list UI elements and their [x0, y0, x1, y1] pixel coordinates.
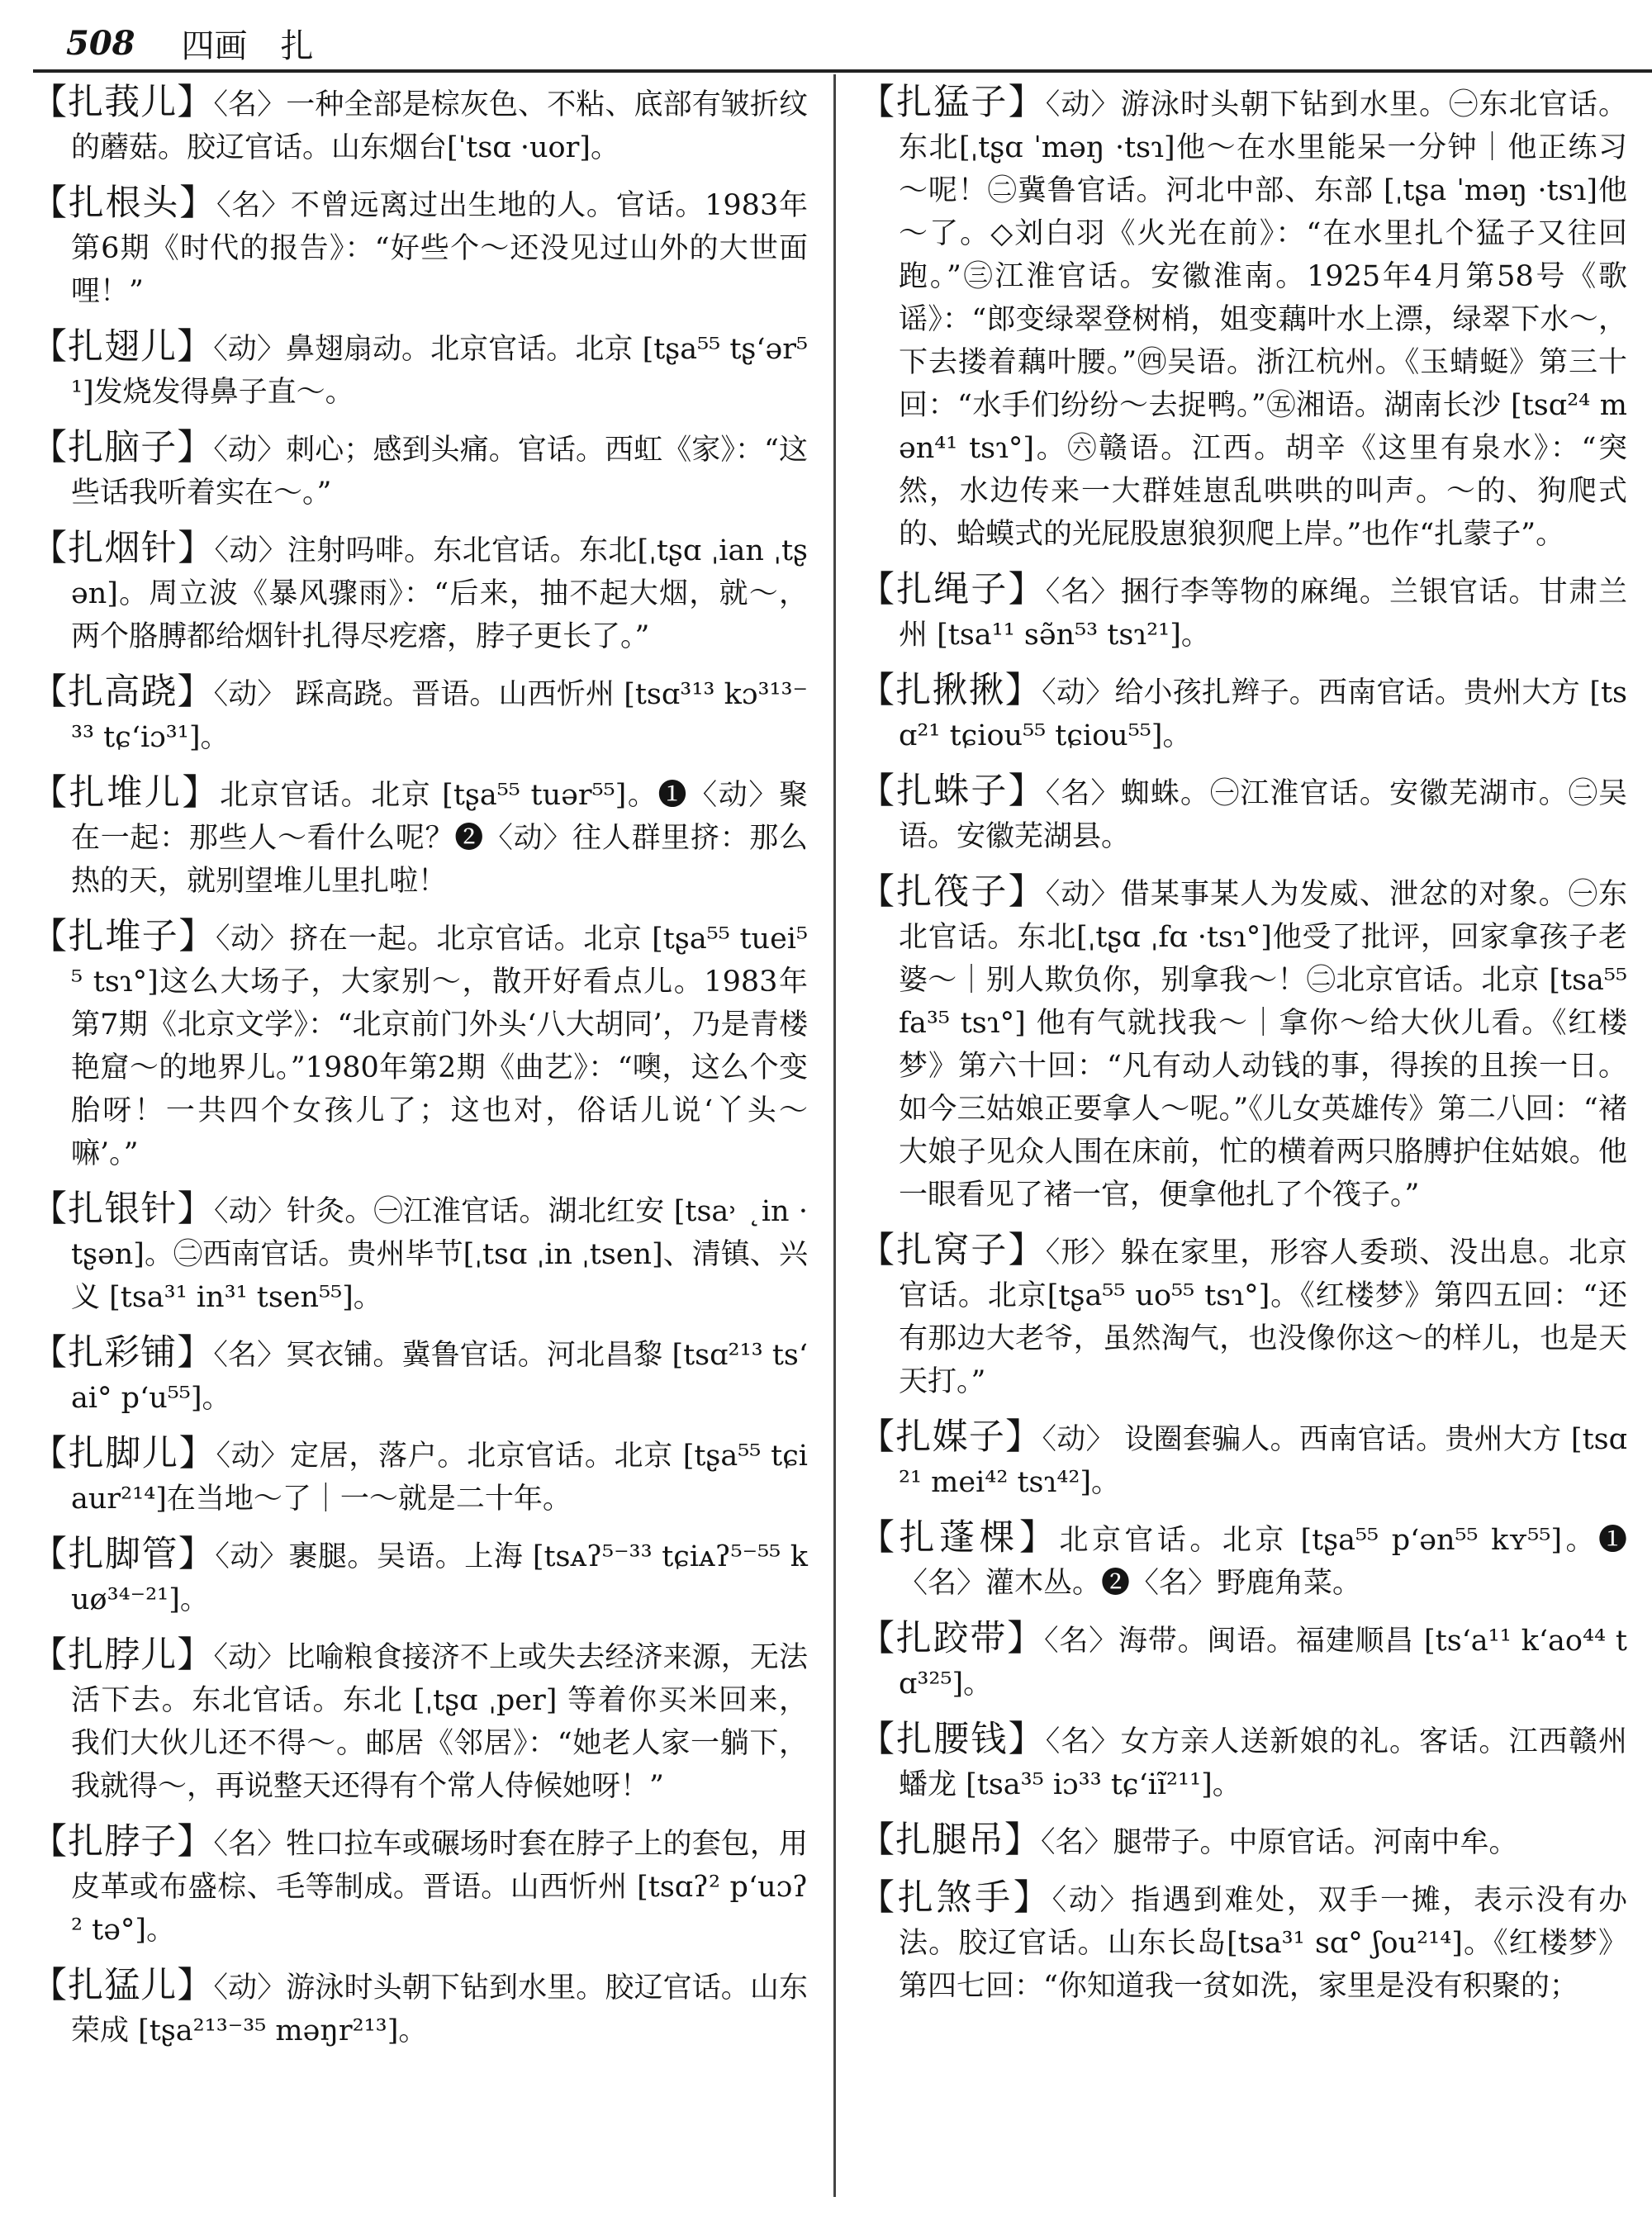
entry-headword: 【扎银针】	[31, 1189, 214, 1230]
entry-headword: 【扎脚儿】	[31, 1433, 216, 1474]
entry-headword: 【扎煞手】	[859, 1877, 1052, 1919]
entry-definition: 〈名〉腿带子。中原官话。河南中牟。	[1041, 1826, 1518, 1859]
entry-headword: 【扎腰钱】	[859, 1719, 1046, 1760]
entry-headword: 【扎筏子】	[859, 871, 1046, 913]
entry-headword: 【扎窝子】	[859, 1230, 1046, 1271]
entry-headword: 【扎堆儿】	[31, 772, 221, 814]
dictionary-entry	[31, 182, 808, 313]
entry-headword: 【扎根头】	[31, 183, 217, 224]
entry-headword: 【扎腿吊】	[859, 1820, 1041, 1861]
entry-definition: 〈动〉给小孩扎辫子。西南官话。贵州大方 [tsɑ²¹ tɕiou⁵⁵ tɕiou⁵⁵]。	[899, 676, 1627, 752]
dictionary-entry	[31, 527, 808, 658]
dictionary-entry	[31, 325, 808, 414]
dictionary-entry	[859, 669, 1627, 757]
entry-definition: 〈动〉比喻粮食接济不上或失去经济来源，无法活下去。东北官话。东北 [ˌtʂɑ ˌper] 等着你买米回来，我们大伙儿还不得～。邮居《邻居》：“她老人家一躺下，我就得～，再说整天还得有个常人侍候她呀！”	[71, 1641, 808, 1803]
entry-headword: 【扎跤带】	[859, 1618, 1045, 1659]
dictionary-entry	[31, 81, 808, 169]
section-title: 四画 扎	[181, 26, 314, 65]
entry-definition: 〈动〉注射吗啡。东北官话。东北[ˌtʂɑ ˌian ˌtʂən]。周立波《暴风骤雨》：“后来，抽不起大烟，就～，两个胳膊都给烟针扎得尽疙瘩，脖子更长了。”	[71, 534, 808, 653]
entry-definition: 〈动〉游泳时头朝下钻到水里。㊀东北官话。东北[ˌtʂɑ ˈməŋ ·tsɿ]他～在水里能呆一分钟｜他正练习～呢！㊁冀鲁官话。河北中部、东部 [ˌtʂa ˈməŋ ·tsɿ]他～了。◇刘白羽《火光在前》：“在水里扎个猛子又往回跑。”㊂江淮官话。安徽淮南。1925年4月第58号《歌谣》：“郎变绿翠登树梢，姐变藕叶水上漂，绿翠下水～，下去搂着藕叶腰。”㊃吴语。浙江杭州。《玉蜻蜓》第三十回：“水手们纷纷～去捉鸭。”㊄湘语。湖南长沙 [tsɑ²⁴ mən⁴¹ tsɿ°]。㊅赣语。江西。胡辛《这里有泉水》：“突然，水边传来一大群娃崽乱哄哄的叫声。～的、狗爬式的、蛤蟆式的光屁股崽狼狈爬上岸。”也作“扎蒙子”。	[899, 88, 1627, 551]
entry-definition: 〈名〉女方亲人送新娘的礼。客话。江西赣州蟠龙 [tsa³⁵ iɔ³³ tɕʻiĩ²¹¹]。	[899, 1725, 1627, 1801]
entry-definition: 〈名〉不曾远离过出生地的人。官话。1983年第6期《时代的报告》：“好些个～还没见过山外的大世面哩！”	[71, 189, 809, 308]
entry-definition: 〈名〉蜘蛛。㊀江淮官话。安徽芜湖市。㊁吴语。安徽芜湖县。	[899, 777, 1627, 853]
dictionary-entry	[31, 1331, 808, 1420]
entry-headword: 【扎绳子】	[859, 569, 1046, 610]
entry-definition: 〈名〉海带。闽语。福建顺昌 [tsʻa¹¹ kʻao⁴⁴ tɑ³²⁵]。	[899, 1625, 1627, 1701]
page-number: 508	[66, 23, 135, 63]
dictionary-entry	[31, 771, 808, 903]
entry-definition: 〈动〉鼻翅扇动。北京官话。北京 [tʂa⁵⁵ tʂʻər⁵¹]发烧发得鼻子直～。	[71, 333, 808, 409]
dictionary-entry	[31, 1964, 808, 2052]
dictionary-entry	[859, 1229, 1627, 1403]
entry-definition: 〈形〉躲在家里，形容人委琐、没出息。北京官话。北京[tʂa⁵⁵ uo⁵⁵ tsɿ°]。《红楼梦》第四五回：“还有那边大老爷，虽然淘气，也没像你这～的样儿，也是天天打。”	[899, 1236, 1627, 1398]
entry-headword: 【扎猛儿】	[31, 1965, 214, 2006]
entry-definition: 〈名〉冥衣铺。冀鲁官话。河北昌黎 [tsɑ²¹³ tsʻai° pʻu⁵⁵]。	[71, 1339, 808, 1415]
entry-definition: 〈动〉借某事某人为发威、泄忿的对象。㊀东北官话。东北[ˌtʂɑ ˌfɑ ·tsɿ°]他受了批评，回家拿孩子老婆～｜别人欺负你，别拿我～！㊁北京官话。北京 [tsa⁵⁵ fa³⁵ tsɿ°] 他有气就找我～｜拿你～给大伙儿看。《红楼梦》第六十回：“凡有动人动钱的事，得挨的且挨一日。如今三姑娘正要拿人～呢。”《儿女英雄传》第二八回：“褚大娘子见众人围在床前，忙的横着两只胳膊护住姑娘。他一眼看见了褚一官，便拿他扎了个筏子。”	[899, 878, 1627, 1212]
dictionary-entry	[31, 915, 808, 1175]
entry-headword: 【扎高跷】	[31, 671, 214, 713]
dictionary-entry	[859, 1516, 1627, 1605]
entry-definition: 〈动〉 踩高跷。晋语。山西忻州 [tsɑ³¹³ kɔ³¹³⁻³³ tɕʻiɔ³¹]。	[71, 678, 809, 754]
entry-headword: 【扎脑子】	[31, 427, 214, 468]
dictionary-entry	[859, 1819, 1627, 1864]
entry-headword: 【扎莪儿】	[31, 82, 214, 123]
entry-definition: 〈动〉挤在一起。北京官话。北京 [tʂa⁵⁵ tuei⁵⁵ tsɿ°]这么大场子，大家别～，散开好看点儿。1983年第7期《北京文学》：“北京前门外头‘八大胡同’，乃是青楼艳窟～的地界儿。”1980年第2期《曲艺》：“噢，这么个变胎呀！一共四个女孩儿了；这也对，俗话儿说‘丫头～嘛’。”	[71, 923, 809, 1170]
entry-headword: 【扎揪揪】	[859, 670, 1042, 711]
right-column	[859, 81, 1627, 2020]
dictionary-entry	[31, 1188, 808, 1319]
dictionary-entry	[31, 1634, 808, 1808]
entry-headword: 【扎烟针】	[31, 528, 215, 569]
entry-definition: 〈动〉 设圈套骗人。西南官话。贵州大方 [tsɑ²¹ mei⁴² tsɿ⁴²]。	[899, 1423, 1628, 1499]
dictionary-entry	[859, 871, 1627, 1217]
entry-headword: 【扎脚管】	[31, 1534, 216, 1575]
entry-definition: 〈名〉捆行李等物的麻绳。兰银官话。甘肃兰州 [tsa¹¹ sə̃n⁵³ tsɿ²¹]。	[899, 576, 1627, 652]
dictionary-entry	[31, 1432, 808, 1521]
dictionary-entry	[859, 1718, 1627, 1806]
entry-headword: 【扎脖儿】	[31, 1635, 214, 1676]
entry-headword: 【扎媒子】	[859, 1416, 1042, 1458]
dictionary-entry	[859, 770, 1627, 858]
entry-definition: 〈名〉一种全部是棕灰色、不粘、底部有皱折纹的蘑菇。胶辽官话。山东烟台[ˈtsɑ ·uor]。	[71, 88, 808, 164]
entry-headword: 【扎彩铺】	[31, 1332, 214, 1374]
dictionary-entry	[859, 568, 1627, 657]
entry-definition: 〈动〉刺心；感到头痛。官话。西虹《家》：“这些话我听着实在～。”	[71, 434, 808, 510]
dictionary-entry	[859, 81, 1627, 556]
entry-headword: 【扎堆子】	[31, 916, 216, 957]
left-column	[31, 81, 808, 2065]
entry-headword: 【扎脖子】	[31, 1821, 214, 1862]
entry-definition: 〈动〉针灸。㊀江淮官话。湖北红安 [tsa˒ ˛in ·tʂən]。㊁西南官话。贵州毕节[ˌtsɑ ˌin ˌtsen]、清镇、兴义 [tsa³¹ in³¹ tsen⁵⁵]。	[71, 1195, 808, 1314]
page-header	[66, 18, 1619, 68]
column-divider	[833, 74, 836, 2197]
dictionary-entry	[859, 1617, 1627, 1706]
entry-definition: 北京官话。北京 [tʂa⁵⁵ pʻən⁵⁵ kʏ⁵⁵]。❶〈名〉灌木丛。❷〈名〉野鹿角菜。	[899, 1524, 1628, 1600]
dictionary-entry	[859, 1877, 1627, 2008]
entry-definition: 〈动〉定居，落户。北京官话。北京 [tʂa⁵⁵ tɕiaur²¹⁴]在当地～了｜一～就是二十年。	[71, 1440, 808, 1516]
dictionary-entry	[31, 1533, 808, 1621]
entry-headword: 【扎蓬棵】	[859, 1517, 1060, 1559]
entry-definition: 北京官话。北京 [tʂa⁵⁵ tuər⁵⁵]。❶〈动〉聚在一起：那些人～看什么呢？❷〈动〉往人群里挤：那么热的天，就别望堆儿里扎啦！	[71, 779, 808, 898]
dictionary-entry	[31, 1820, 808, 1952]
dictionary-entry	[31, 671, 808, 759]
header-rule	[33, 69, 1652, 73]
entry-headword: 【扎蛛子】	[859, 771, 1046, 812]
dictionary-entry	[859, 1416, 1627, 1504]
entry-headword: 【扎猛子】	[859, 82, 1046, 123]
entry-definition: 〈动〉游泳时头朝下钻到水里。胶辽官话。山东荣成 [tʂa²¹³⁻³⁵ məŋr²¹³]。	[71, 1971, 808, 2047]
entry-headword: 【扎翅儿】	[31, 326, 214, 368]
entry-definition: 〈名〉牲口拉车或碾场时套在脖子上的套包，用皮革或布盛棕、毛等制成。晋语。山西忻州 [tsɑʔ² pʻuɔʔ² tə°]。	[71, 1828, 808, 1947]
dictionary-entry	[31, 426, 808, 515]
entry-definition: 〈动〉指遇到难处，双手一摊，表示没有办法。胶辽官话。山东长岛[tsa³¹ sɑ° ʃou²¹⁴]。《红楼梦》第四七回：“你知道我一贫如洗，家里是没有积聚的；	[899, 1884, 1627, 2003]
entry-definition: 〈动〉裹腿。吴语。上海 [tsᴀʔ⁵⁻³³ tɕiᴀʔ⁵⁻⁵⁵ kuø³⁴⁻²¹]。	[71, 1540, 809, 1616]
